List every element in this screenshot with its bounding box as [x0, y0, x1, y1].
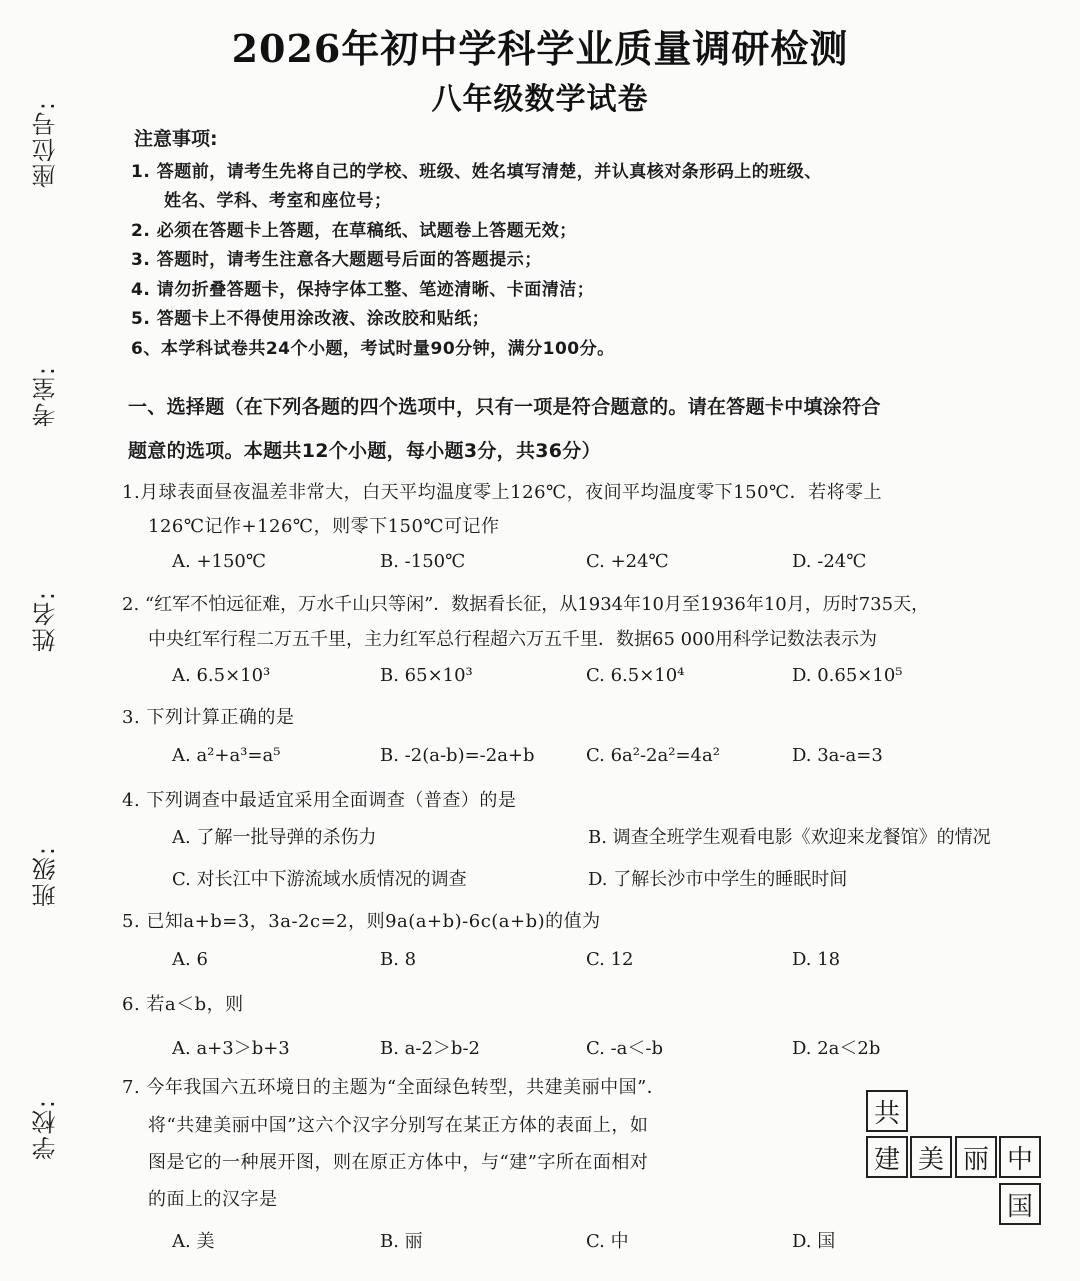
notes-heading: 注意事项: [134, 128, 218, 150]
section-heading: 一、选择题（在下列各题的四个选项中，只有一项是符合题意的。请在答题卡中填涂符合 [128, 396, 881, 418]
option-d: D. 2a＜2b [792, 1038, 881, 1059]
option-c: C. +24℃ [586, 551, 669, 572]
option-c: C. 6.5×10⁴ [586, 665, 685, 686]
option-b: B. -150℃ [380, 551, 466, 572]
cube-face-cell: 国 [999, 1183, 1041, 1225]
question-text: 7. 今年我国六五环境日的主题为“全面绿色转型，共建美丽中国”． [122, 1077, 666, 1098]
question-text: 图是它的一种展开图，则在原正方体中，与“建”字所在面相对 [148, 1152, 649, 1173]
exam-title: 2026年初中学科学业质量调研检测 [231, 26, 849, 71]
seat-label: 座位号: [32, 100, 60, 189]
option-c: C. 中 [586, 1231, 629, 1252]
cube-face-cell: 中 [999, 1136, 1041, 1178]
section-heading-cont: 题意的选项。本题共12个小题，每小题3分，共36分） [128, 440, 601, 462]
cube-net-figure [866, 1090, 1046, 1235]
cube-face-cell: 建 [866, 1136, 908, 1178]
question-text: 中央红军行程二万五千里，主力红军总行程超六万五千里．数据65 000用科学记数法表示为 [148, 629, 877, 650]
option-d: D. 0.65×10⁵ [792, 665, 903, 686]
question-text: 4. 下列调查中最适宜采用全面调查（普查）的是 [122, 790, 517, 811]
cube-face-cell: 丽 [955, 1136, 997, 1178]
option-c: C. 12 [586, 949, 634, 970]
option-a: A. 了解一批导弹的杀伤力 [172, 827, 377, 848]
option-a: A. +150℃ [172, 551, 267, 572]
note-item: 2. 必须在答题卡上答题，在草稿纸、试题卷上答题无效； [131, 221, 577, 241]
question-text: 将“共建美丽中国”这六个汉字分别写在某正方体的表面上，如 [148, 1115, 649, 1136]
option-a: A. 6 [172, 949, 208, 970]
note-item: 5. 答题卡上不得使用涂改液、涂改胶和贴纸； [131, 309, 490, 329]
question-text: 3. 下列计算正确的是 [122, 707, 295, 728]
note-item: 4. 请勿折叠答题卡，保持字体工整、笔迹清晰、卡面清洁； [131, 280, 595, 300]
exam-subtitle: 八年级数学试卷 [431, 82, 649, 117]
option-b: B. 丽 [380, 1231, 423, 1252]
option-a: A. a²+a³=a⁵ [172, 745, 281, 766]
question-text: 5. 已知a+b=3，3a-2c=2，则9a(a+b)-6c(a+b)的值为 [122, 911, 601, 932]
option-b: B. -2(a-b)=-2a+b [380, 745, 535, 766]
note-item: 3. 答题时，请考生注意各大题题号后面的答题提示； [131, 250, 542, 270]
note-item: 6、本学科试卷共24个小题，考试时量90分钟，满分100分。 [131, 339, 615, 359]
question-text: 126℃记作+126℃，则零下150℃可记作 [148, 516, 500, 537]
question-text: 6. 若a＜b，则 [122, 994, 244, 1015]
option-d: D. 18 [792, 949, 841, 970]
option-a: A. a+3＞b+3 [172, 1038, 290, 1059]
option-b: B. a-2＞b-2 [380, 1038, 480, 1059]
option-d: D. -24℃ [792, 551, 867, 572]
option-b: B. 8 [380, 949, 417, 970]
school-label: 学校: [32, 1098, 60, 1161]
option-d: D. 了解长沙市中学生的睡眠时间 [588, 869, 848, 890]
option-c: C. 6a²-2a²=4a² [586, 745, 720, 766]
room-label: 考室: [32, 365, 60, 428]
class-label: 班级: [32, 845, 60, 908]
option-b: B. 65×10³ [380, 665, 473, 686]
option-a: A. 6.5×10³ [172, 665, 271, 686]
option-d: D. 国 [792, 1231, 836, 1252]
cube-face-cell: 美 [910, 1136, 952, 1178]
question-text: 1.月球表面昼夜温差非常大，白天平均温度零上126℃，夜间平均温度零下150℃．若将零上 [122, 482, 883, 503]
option-c: C. 对长江中下游流域水质情况的调查 [172, 869, 467, 890]
cube-face-cell: 共 [866, 1090, 908, 1132]
note-item: 姓名、学科、考室和座位号； [164, 191, 392, 211]
name-label: 姓名: [32, 590, 60, 653]
option-a: A. 美 [172, 1231, 215, 1252]
option-d: D. 3a-a=3 [792, 745, 883, 766]
option-c: C. -a＜-b [586, 1038, 663, 1059]
question-text: 2. “红军不怕远征难，万水千山只等闲”．数据看长征，从1934年10月至1936年10月，历时735天， [122, 594, 930, 615]
option-b: B. 调查全班学生观看电影《欢迎来龙餐馆》的情况 [588, 827, 991, 848]
note-item: 1. 答题前，请考生先将自己的学校、班级、姓名填写清楚，并认真核对条形码上的班级、 [131, 162, 822, 182]
question-text: 的面上的汉字是 [148, 1189, 278, 1210]
